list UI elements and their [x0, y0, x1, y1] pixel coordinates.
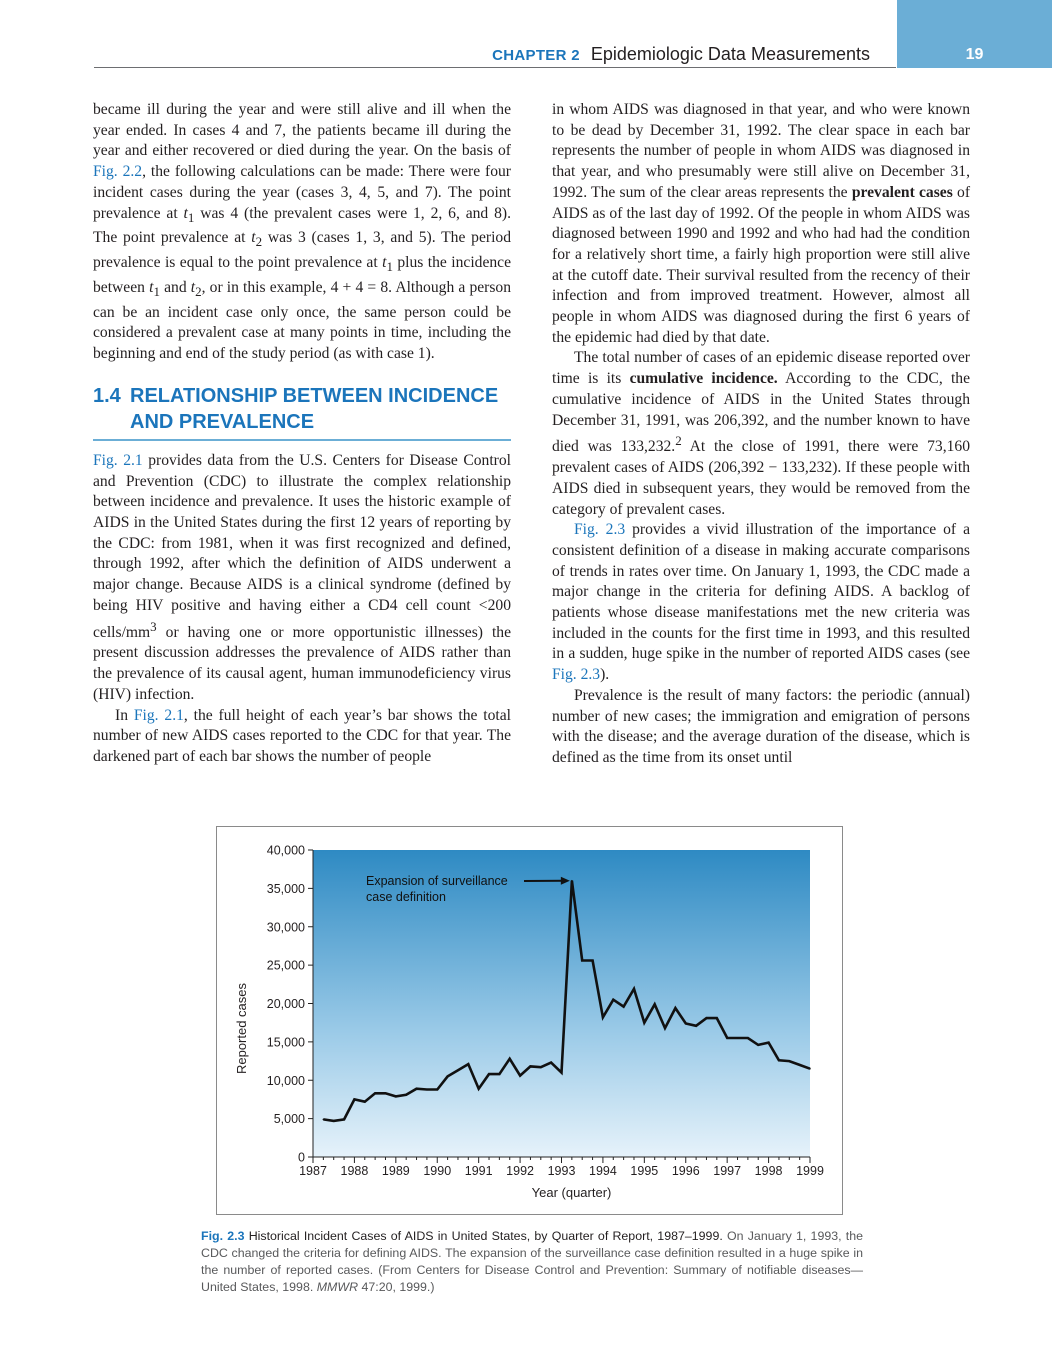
- y-tick-label: 35,000: [266, 881, 305, 896]
- caption-end: 47:20, 1999.): [358, 1280, 435, 1294]
- data-point: [737, 1037, 739, 1039]
- data-point: [509, 1058, 511, 1060]
- data-point: [716, 1017, 718, 1019]
- x-tick-label: 1987: [299, 1164, 327, 1178]
- paragraph: in whom AIDS was diagnosed in that year, and who were known to be dead by December 31, 1992. The clear space in each bar represents the number of people in whom AIDS was diagnosed in that year, and who presumably were still alive on December 31, 1992. The sum of the clear areas represents the prevalent cases of AIDS as of the last day of 1992. Of the people in whom AIDS was diagnosed between 1990 and 1992 and who had had the condition for a relatively short time, a fairly high proportion were still alive at the cutoff date. Their survival resulted from the recency of their infection and from improved treatment. However, almost all people in whom AIDS was diagnosed during the first 6 years of the epidemic had died by that date.: [552, 101, 971, 346]
- data-point: [333, 1120, 335, 1122]
- x-tick-label: 1991: [464, 1164, 493, 1178]
- x-tick-label: 1996: [671, 1164, 700, 1178]
- y-tick-label: 20,000: [266, 997, 305, 1011]
- aids-cases-line-chart: [217, 827, 842, 1214]
- data-point: [395, 1096, 397, 1098]
- caption-title: Historical Incident Cases of AIDS in United States, by Quarter of Report, 1987–1999.: [248, 1229, 723, 1243]
- data-point: [354, 1099, 356, 1101]
- data-point: [405, 1094, 407, 1096]
- x-tick-label: 1994: [589, 1164, 617, 1178]
- y-tick-label: 30,000: [266, 920, 305, 935]
- data-point: [623, 1006, 625, 1008]
- data-point: [809, 1068, 811, 1070]
- x-tick-label: 1998: [754, 1164, 783, 1178]
- annotation-text-line2: case definition: [366, 890, 446, 904]
- data-point: [447, 1076, 449, 1078]
- fig-2-3-link[interactable]: Fig. 2.3: [552, 666, 601, 684]
- data-point: [385, 1092, 387, 1094]
- data-point: [768, 1042, 770, 1044]
- paragraph: The total number of cases of an epidemic disease reported over time is its cumulative incidence. According to the CDC, the cumulative incidence of AIDS in the United States through December 31, 1991, was 206,392, and the number known to have died was 133,232.$^2$ At the close of 1991, there were 73,160 prevalent cases of AIDS (206,392 − 133,232). If these people with AIDS died in subsequent years, they would be removed from the category of prevalent cases.: [552, 349, 971, 518]
- data-point: [457, 1069, 459, 1071]
- caption-journal: MMWR: [316, 1280, 359, 1294]
- header-rule: [94, 67, 896, 68]
- y-tick-label: 0: [298, 1150, 305, 1165]
- y-axis-label: Reported cases: [234, 982, 249, 1075]
- paragraph: Fig. 2.3 provides a vivid illustration of the importance of a consistent definition of a disease in making accurate comparisons of trends in rates over time. On January 1, 1993, the CDC made a major change in the criteria for defining AIDS. A backlog of patients whose disease manifestations met the new criteria was included in the counts for the first time in 1993, and this resulted in a sudden, huge spike in the number of reported AIDS cases (see Fig. 2.3).: [552, 521, 970, 684]
- x-tick-label: 1992: [506, 1164, 534, 1178]
- data-point: [602, 1017, 604, 1019]
- data-point: [426, 1089, 428, 1091]
- left-column: [93, 100, 511, 768]
- paragraph: Fig. 2.1 provides data from the U.S. Centers for Disease Control and Prevention (CDC) to illustrate the complex relationship between incidence and prevalence. It uses the historic example of AIDS in the United States during the first 12 years of reporting by the CDC: from 1981, when it was first recognized and defined, through 1992, after which the definition of AIDS underwent a major change. Because AIDS is a clinical syndrome (defined by being HIV positive and having either a CD4 cell count <200 cells/$mm^3$ or having one or more opportunistic illnesses) the present discussion addresses the prevalence of AIDS rather than the prevalence of its causal agent, human immunodeficiency virus (HIV) infection.: [93, 451, 511, 703]
- data-point: [633, 988, 635, 990]
- fig-2-3-link[interactable]: Fig. 2.3: [574, 521, 626, 539]
- data-point: [571, 880, 573, 882]
- data-point: [540, 1066, 542, 1068]
- x-axis-label: Year (quarter): [531, 1185, 612, 1200]
- caption-figure-number: Fig. 2.3: [201, 1229, 245, 1243]
- caption-body: On January 1, 1993, the CDC changed the criteria for defining AIDS. The expansion of the surveillance case definition resulted in a huge spike in the number of reported cases. (From Centers for Disease Control and Prevention: Summary of notifiable diseases—United States, 1998.: [201, 1229, 863, 1294]
- data-point: [436, 1089, 438, 1091]
- data-point: [374, 1092, 376, 1094]
- section-title-line2: AND PREVALENCE: [130, 410, 315, 433]
- right-column: [552, 100, 970, 769]
- figure-frame: [216, 826, 843, 1215]
- page-number-tab: [897, 0, 1052, 68]
- paragraph: In Fig. 2.1, the full height of each year’s bar shows the total number of new AIDS cases reported to the CDC for that year. The darkened part of each bar shows the number of people: [93, 706, 511, 765]
- data-point: [654, 1003, 656, 1005]
- section-heading: [93, 383, 511, 441]
- y-tick-label: 5,000: [273, 1112, 305, 1127]
- x-tick-label: 1995: [630, 1164, 659, 1178]
- figure-caption: [201, 1228, 863, 1296]
- data-point: [778, 1059, 780, 1061]
- running-header: [0, 0, 1052, 70]
- x-tick-label: 1989: [381, 1164, 410, 1178]
- y-tick-label: 25,000: [266, 958, 305, 973]
- y-tick-label: 40,000: [266, 843, 305, 858]
- data-point: [519, 1075, 521, 1077]
- paragraph: Prevalence is the result of many factors: the periodic (annual) number of new cases; the immigration and emigration of persons with the disease; and the average duration of the disease, which is defined as the time from its onset until: [552, 686, 970, 766]
- data-point: [530, 1066, 532, 1068]
- chapter-label: CHAPTER 2: [492, 47, 580, 64]
- x-tick-label: 1999: [796, 1164, 824, 1178]
- data-point: [685, 1023, 687, 1025]
- x-tick-label: 1990: [423, 1164, 452, 1178]
- y-tick-label: 15,000: [266, 1035, 305, 1050]
- data-point: [343, 1119, 345, 1121]
- data-point: [747, 1037, 749, 1039]
- x-tick-label: 1988: [340, 1164, 369, 1178]
- data-point: [468, 1063, 470, 1065]
- data-point: [364, 1101, 366, 1103]
- fig-2-1-link[interactable]: Fig. 2.1: [133, 706, 184, 724]
- data-point: [706, 1017, 708, 1019]
- section-number: 1.4: [93, 384, 121, 407]
- data-point: [757, 1044, 759, 1046]
- data-point: [695, 1025, 697, 1027]
- running-head: [492, 44, 870, 65]
- data-point: [478, 1088, 480, 1090]
- data-point: [675, 1007, 677, 1009]
- data-point: [499, 1073, 501, 1075]
- data-point: [788, 1060, 790, 1062]
- data-point: [726, 1037, 728, 1039]
- paragraph: became ill during the year and were still alive and ill when the year ended. In cases 4 and 7, the patients became ill during the year and either recovered or died during the year. On the basis of Fig. 2.2, the following calculations can be made: There were four incident cases during the year (cases 3, 4, 5, and 7). The point prevalence at $t_1$ was 4 (the prevalent cases were 1, 2, 6, and 8). The point prevalence at $t_2$ was 3 (cases 1, 3, and 5). The period prevalence is equal to the point prevalence at $t_1$ plus the incidence between $t_1$ and $t_2$, or in this example, 4 + 4 = 8. Although a person can be an incident case only once, the same person could be considered a prevalent case at many points in time, including the beginning and end of the study period (as with case 1).: [93, 101, 512, 363]
- data-point: [612, 999, 614, 1001]
- data-point: [644, 1022, 646, 1024]
- y-tick-label: 10,000: [266, 1073, 305, 1088]
- data-point: [592, 960, 594, 962]
- data-point: [561, 1072, 563, 1074]
- x-tick-label: 1993: [547, 1164, 576, 1178]
- page-number: 19: [965, 46, 984, 63]
- section-title-line1: RELATIONSHIP BETWEEN INCIDENCE: [130, 384, 499, 407]
- fig-2-1-link[interactable]: Fig. 2.1: [93, 451, 143, 469]
- data-point: [416, 1088, 418, 1090]
- data-point: [799, 1064, 801, 1066]
- x-tick-label: 1997: [713, 1164, 742, 1178]
- fig-2-2-link[interactable]: Fig. 2.2: [93, 163, 143, 181]
- chapter-title: Epidemiologic Data Measurements: [590, 44, 870, 64]
- data-point: [488, 1073, 490, 1075]
- data-point: [664, 1027, 666, 1029]
- data-point: [323, 1119, 325, 1121]
- annotation-text-line1: Expansion of surveillance: [366, 874, 508, 888]
- data-point: [581, 960, 583, 962]
- data-point: [550, 1062, 552, 1064]
